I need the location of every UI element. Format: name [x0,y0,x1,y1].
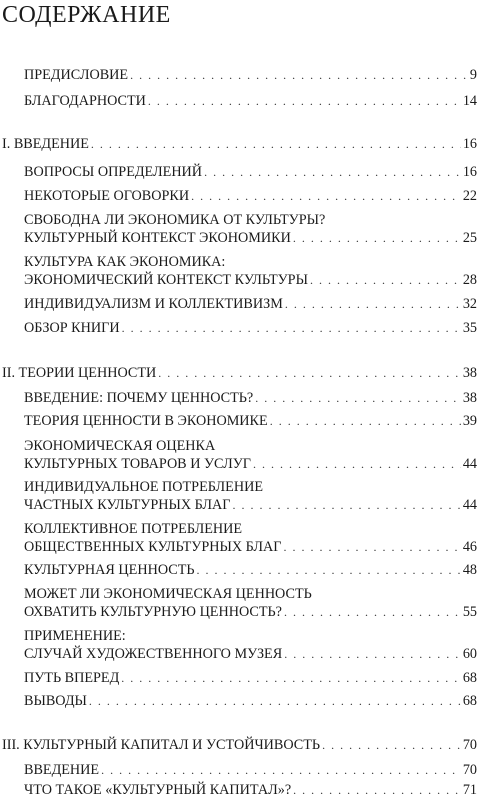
toc-entry-page: 44 [462,497,477,513]
toc-entry[interactable] [24,389,477,407]
toc-entry[interactable] [24,603,477,621]
toc-entry-title: НЕКОТОРЫЕ ОГОВОРКИ [24,188,190,204]
toc-leader [89,692,461,710]
toc-entry-preface[interactable] [24,66,477,84]
toc-leader [270,412,461,430]
toc-entry[interactable] [24,412,477,430]
toc-entry-page: 39 [462,413,477,429]
toc-entry[interactable] [24,163,477,181]
toc-leader [233,496,461,514]
toc-entry-page: 55 [462,604,477,620]
toc-entry-page: 25 [462,230,477,246]
toc-leader [191,187,461,205]
toc-entry-page: 48 [462,562,477,578]
toc-entry-title: III. КУЛЬТУРНЫЙ КАПИТАЛ И УСТОЙЧИВОСТЬ [2,737,321,753]
toc-entry[interactable] [24,669,477,687]
toc-entry[interactable] [24,187,477,205]
toc-entry-title: СЛУЧАЙ ХУДОЖЕСТВЕННОГО МУЗЕЯ [24,646,283,662]
toc-leader [122,319,461,337]
toc-entry-page: 32 [462,296,477,312]
toc-entry[interactable] [24,319,477,337]
toc-entry-page: 16 [462,164,477,180]
toc-leader [293,229,461,247]
toc-entry-title: II. ТЕОРИИ ЦЕННОСТИ [2,365,157,381]
toc-entry-title-line1: КОЛЛЕКТИВНОЕ ПОТРЕБЛЕНИЕ [24,521,243,537]
page-title: СОДЕРЖАНИЕ [2,2,171,28]
toc-entry-page: 71 [462,782,477,798]
toc-entry-title-line1: ПРИМЕНЕНИЕ: [24,628,126,644]
toc-leader [293,781,461,799]
toc-leader [253,455,461,473]
toc-entry[interactable] [24,781,477,799]
toc-entry-title: I. ВВЕДЕНИЕ [2,136,89,152]
toc-entry-title: БЛАГОДАРНОСТИ [24,93,146,109]
toc-entry-title: ОБЗОР КНИГИ [24,320,120,336]
toc-entry-title-line1: МОЖЕТ ЛИ ЭКОНОМИЧЕСКАЯ ЦЕННОСТЬ [24,586,312,602]
toc-entry-title: ЧАСТНЫХ КУЛЬТУРНЫХ БЛАГ [24,497,231,513]
toc-leader [284,645,461,663]
toc-entry-page: 68 [462,693,477,709]
toc-entry-page: 35 [462,320,477,336]
toc-leader [148,92,461,110]
toc-entry-title: КУЛЬТУРНАЯ ЦЕННОСТЬ [24,562,195,578]
toc-entry-title: ЧТО ТАКОЕ «КУЛЬТУРНЫЙ КАПИТАЛ»? [24,782,292,798]
toc-entry-title: ЭКОНОМИЧЕСКИЙ КОНТЕКСТ КУЛЬТУРЫ [24,272,308,288]
toc-entry[interactable] [24,496,477,514]
toc-leader [121,669,461,687]
toc-entry-page: 70 [462,762,477,778]
toc-entry-title-line1: ИНДИВИДУАЛЬНОЕ ПОТРЕБЛЕНИЕ [24,479,263,495]
toc-chapter-1[interactable] [2,135,477,153]
toc-entry-title: ТЕОРИЯ ЦЕННОСТИ В ЭКОНОМИКЕ [24,413,268,429]
toc-leader [285,295,461,313]
toc-entry-title: ВВЕДЕНИЕ [24,762,100,778]
toc-entry-page: 22 [462,188,477,204]
toc-entry-page: 68 [462,670,477,686]
toc-entry-page: 16 [462,136,477,152]
toc-entry-title: ОХВАТИТЬ КУЛЬТУРНУЮ ЦЕННОСТЬ? [24,604,282,620]
toc-entry-title: ВЫВОДЫ [24,693,87,709]
toc-chapter-2[interactable] [2,364,477,382]
toc-entry-title: КУЛЬТУРНЫХ ТОВАРОВ И УСЛУГ [24,456,252,472]
toc-entry-title: ПУТЬ ВПЕРЕД [24,670,120,686]
toc-leader [284,603,461,621]
toc-leader [322,736,461,754]
toc-leader [255,389,461,407]
toc-entry-page: 46 [462,539,477,555]
toc-entry[interactable] [24,455,477,473]
toc-entry-title-line1: СВОБОДНА ЛИ ЭКОНОМИКА ОТ КУЛЬТУРЫ? [24,212,326,228]
toc-entry-page: 14 [462,93,477,109]
toc-entry-page: 9 [469,67,477,83]
toc-entry[interactable] [24,538,477,556]
toc-entry-title-line1: КУЛЬТУРА КАК ЭКОНОМИКА: [24,254,226,270]
toc-entry[interactable] [24,561,477,579]
toc-entry[interactable] [24,692,477,710]
toc-entry[interactable] [24,295,477,313]
toc-entry-page: 60 [462,646,477,662]
toc-chapter-3[interactable] [2,736,477,754]
toc-leader [284,538,461,556]
toc-entry-page: 38 [462,390,477,406]
toc-entry[interactable] [24,761,477,779]
toc-entry-title: ВОПРОСЫ ОПРЕДЕЛЕНИЙ [24,164,203,180]
toc-entry-title: ПРЕДИСЛОВИЕ [24,67,129,83]
toc-entry-title: ИНДИВИДУАЛИЗМ И КОЛЛЕКТИВИЗМ [24,296,283,312]
toc-entry-page: 44 [462,456,477,472]
toc-leader [310,271,461,289]
toc-leader [130,66,468,84]
toc-entry-page: 38 [462,365,477,381]
toc-entry-page: 28 [462,272,477,288]
toc-entry[interactable] [24,271,477,289]
toc-leader [197,561,461,579]
toc-entry-title: ВВЕДЕНИЕ: ПОЧЕМУ ЦЕННОСТЬ? [24,390,254,406]
toc-entry-acknowledgements[interactable] [24,92,477,110]
toc-leader [91,135,461,153]
toc-entry-page: 70 [462,737,477,753]
toc-leader [204,163,461,181]
toc-entry-title-line1: ЭКОНОМИЧЕСКАЯ ОЦЕНКА [24,438,216,454]
toc-leader [101,761,461,779]
toc-leader [158,364,461,382]
toc-entry[interactable] [24,229,477,247]
toc-entry-title: КУЛЬТУРНЫЙ КОНТЕКСТ ЭКОНОМИКИ [24,230,291,246]
toc-entry[interactable] [24,645,477,663]
toc-entry-title: ОБЩЕСТВЕННЫХ КУЛЬТУРНЫХ БЛАГ [24,539,282,555]
